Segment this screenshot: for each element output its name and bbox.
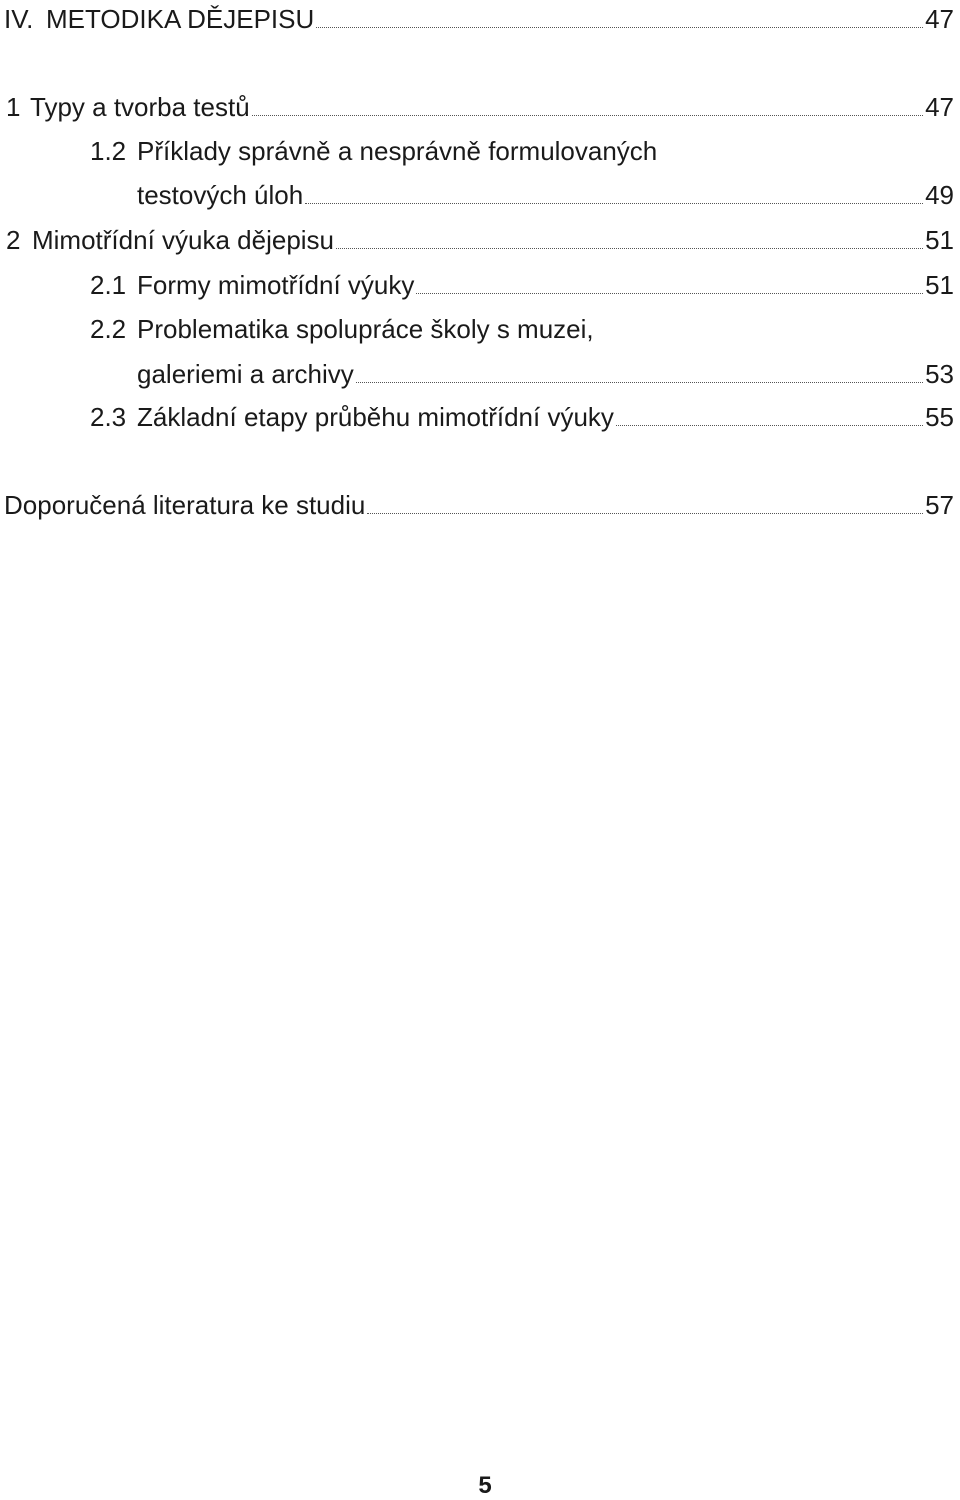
toc-leader-dots	[305, 202, 923, 204]
toc-entry-literature[interactable]	[4, 492, 954, 518]
toc-entry-title: Typy a tvorba testů	[30, 92, 250, 122]
toc-leader-dots	[336, 247, 923, 249]
toc-leader-dots	[416, 292, 923, 294]
toc-entry-page: 57	[925, 490, 954, 520]
toc-chapter-row[interactable]	[4, 6, 954, 32]
toc-entry-1-2-first-line[interactable]	[90, 138, 657, 164]
toc-entry-2-2-continuation[interactable]	[137, 361, 954, 387]
toc-chapter-number: IV.	[4, 4, 34, 34]
toc-leader-dots	[616, 424, 923, 426]
toc-entry-number: 1	[6, 92, 21, 122]
toc-entry-page: 55	[925, 402, 954, 432]
toc-leader-dots	[252, 114, 923, 116]
toc-entry-number: 2.3	[90, 402, 127, 432]
toc-entry-page: 47	[925, 92, 954, 122]
toc-entry-title-line2: galeriemi a archivy	[137, 359, 354, 389]
toc-entry-number: 2.2	[90, 314, 127, 344]
toc-entry-page: 49	[925, 180, 954, 210]
toc-entry-1-2-continuation[interactable]	[137, 182, 954, 208]
page-number: 5	[478, 1472, 492, 1499]
toc-entry-2-2-first-line[interactable]	[90, 316, 594, 342]
toc-entry-title: Mimotřídní výuka dějepisu	[32, 225, 335, 255]
toc-entry-number: 1.2	[90, 136, 127, 166]
toc-chapter-title: METODIKA DĚJEPISU	[46, 4, 315, 34]
toc-entry-2[interactable]	[6, 227, 954, 253]
toc-entry-1[interactable]	[6, 94, 954, 120]
toc-entry-title: Základní etapy průběhu mimotřídní výuky	[137, 402, 614, 432]
toc-chapter-page: 47	[925, 4, 954, 34]
toc-entry-title-line1: Příklady správně a nesprávně formulovaných	[137, 136, 658, 166]
toc-entry-2-3[interactable]	[90, 404, 954, 430]
toc-entry-title: Formy mimotřídní výuky	[137, 270, 415, 300]
toc-leader-dots	[367, 512, 923, 514]
toc-entry-number: 2	[6, 225, 21, 255]
toc-entry-page: 51	[925, 270, 954, 300]
toc-entry-2-1[interactable]	[90, 272, 954, 298]
toc-leader-dots	[356, 381, 923, 383]
toc-entry-number: 2.1	[90, 270, 127, 300]
toc-entry-title-line1: Problematika spolupráce školy s muzei,	[137, 314, 594, 344]
toc-entry-title-line2: testových úloh	[137, 180, 304, 210]
toc-leader-dots	[316, 26, 923, 28]
toc-entry-title: Doporučená literatura ke studiu	[4, 490, 366, 520]
toc-entry-page: 51	[925, 225, 954, 255]
toc-entry-page: 53	[925, 359, 954, 389]
